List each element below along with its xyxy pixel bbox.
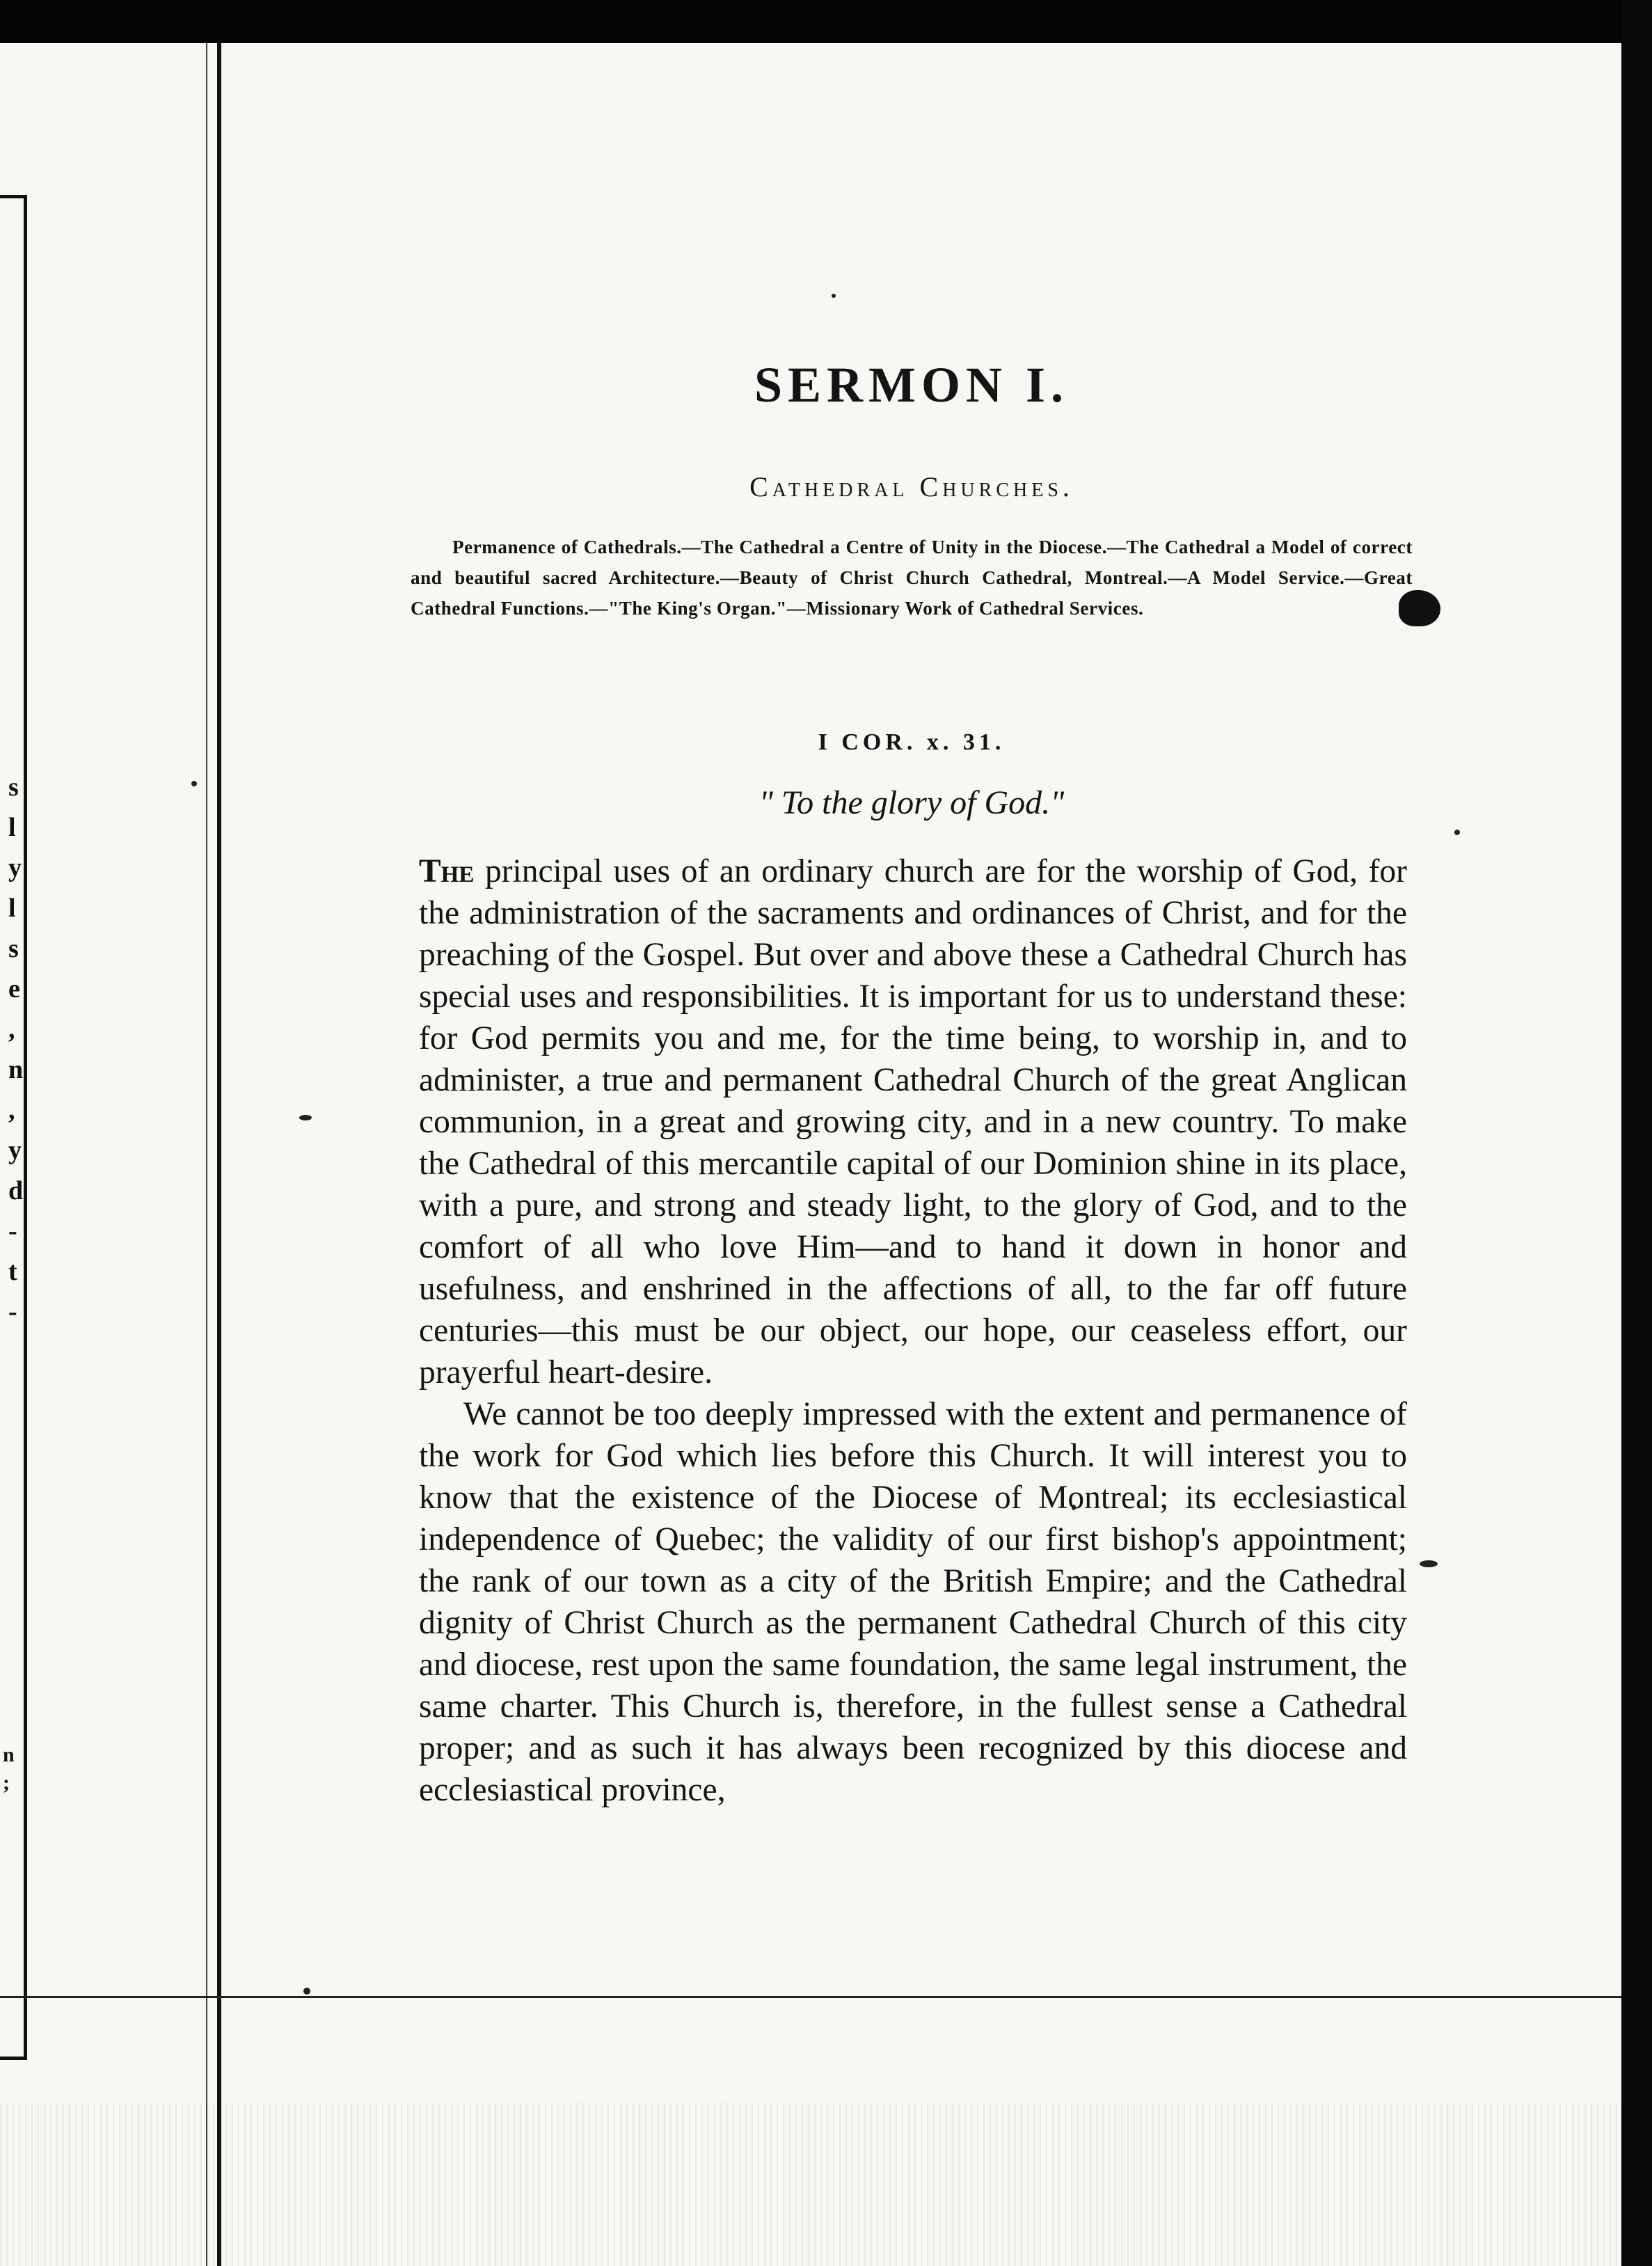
sermon-title: SERMON I. <box>754 357 1070 413</box>
sermon-synopsis: Permanence of Cathedrals.—The Cathedral a Centre of Unity in the Diocese.—The Cathedral a Model of correct and beautiful sacred Architecture.—Beauty of Christ Church Cathedral, Montreal.—A Model Service.—Great Cathedral Functions.—"The King's Organ."—Missionary Work of Cathedral Services. <box>411 537 1413 619</box>
speck <box>303 1988 310 1995</box>
body-text <box>419 850 1407 1811</box>
facing-page-fragments: s l y l s e , n , y d - t - <box>8 772 24 1326</box>
chapter-title: Cathedral Churches. <box>749 471 1074 502</box>
scanned-page <box>0 43 1621 2266</box>
scan-noise <box>0 2103 1621 2266</box>
gutter-shadow <box>206 43 207 2266</box>
speck <box>191 781 197 786</box>
facing-page-fragments-bottom: n ; <box>3 1743 15 1794</box>
scan-artifact-line <box>0 1996 1621 1998</box>
paragraph-1-text: principal uses of an ordinary church are for the worship of God, for the administration of the sacraments and ordinances of Christ, and for the preaching of the Gospel. But over and above these a Cathedral Church has special uses and responsibilities. It is important for us to understand these: for God permits you and me, for the time being, to worship in, and to administer, a true and permanent Cathedral Church of the great Anglican communion, in a great and growing city, and in a new country. To make the Cathedral of this mercantile capital of our Dominion shine in its place, with a pure, and strong and steady light, to the glory of God, and to the comfort of all who love Him—and to hand it down in honor and usefulness, and enshrined in the affections of all, to the far off future centuries—this must be our object, our hope, our ceaseless effort, our prayerful heart-desire. <box>419 853 1407 1390</box>
paragraph-1 <box>419 850 1407 1393</box>
speck <box>832 294 836 298</box>
paragraph-lead-word: The <box>419 853 475 889</box>
scan-right-border <box>1621 0 1652 2266</box>
epigraph: " To the glory of God." <box>759 784 1065 821</box>
scripture-reference: I COR. x. 31. <box>818 729 1006 755</box>
speck <box>1454 830 1460 835</box>
scan-top-border <box>0 0 1652 43</box>
speck <box>299 1115 312 1120</box>
speck <box>1420 1560 1438 1567</box>
paragraph-2: We cannot be too deeply impressed with the extent and permanence of the work for God which lies before this Church. It will interest you to know that the existence of the Diocese of Montreal; its ecclesiastical independence of Quebec; the validity of our first bishop's appointment; the rank of our town as a city of the British Empire; and the Cathedral dignity of Christ Church as the permanent Cathedral Church of this city and diocese, rest upon the same foundation, the same legal instrument, the same charter. This Church is, therefore, in the fullest sense a Cathedral proper; and as such it has always been recognized by this diocese and ecclesiastical province, <box>419 1396 1407 1808</box>
gutter-line <box>217 43 221 2266</box>
